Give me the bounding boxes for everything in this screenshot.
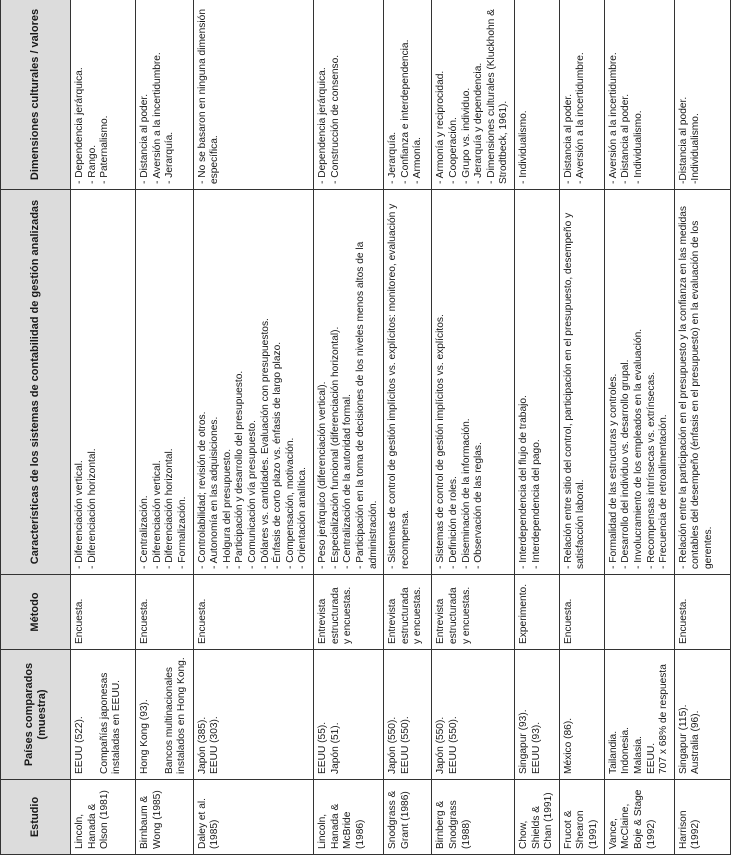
cell-dimensions: [384, 0, 432, 190]
country-list: [518, 655, 543, 774]
country-item: EEUU (55).: [317, 721, 329, 774]
header-characteristics: Características de los sistemas de contabilidad de gestión analizadas: [1, 190, 71, 575]
characteristic-item: - Diferenciación horizontal.: [164, 448, 176, 569]
dimension-item: - Aversión a la incertidumbre.: [575, 52, 587, 184]
characteristic-item: - Relación entre la participación en el presupuesto y la confianza en las medidas contables del desempeño (énfasis en el presupuesto) en la evaluación de los gerentes.: [677, 206, 715, 569]
characteristic-item: - Centralización.: [139, 495, 151, 569]
dimension-list: [678, 5, 703, 184]
country-item: Indonesia.: [620, 726, 632, 774]
country-list: [139, 655, 189, 774]
characteristic-item: - Especialización funcional (diferenciación horizontal).: [329, 326, 341, 569]
method-text: Entrevista estructurada y encuestas.: [435, 586, 472, 644]
cell-countries: [136, 650, 193, 780]
dimension-item: - Distancia al poder.: [139, 93, 151, 184]
method-text: Entrevista estructurada y encuestas.: [387, 586, 424, 644]
country-item: 707 x 68% de respuesta: [658, 664, 670, 774]
characteristic-item: - Holgura del presupuesto.: [221, 448, 233, 569]
country-item: México (86).: [562, 717, 574, 774]
characteristic-list: [435, 195, 485, 569]
cell-characteristics: [71, 190, 136, 575]
table-row: [604, 0, 674, 855]
dimension-list: [197, 5, 222, 184]
country-item: Compañías japonesas instaladas en EEUU.: [98, 672, 123, 774]
dimension-list: [608, 5, 646, 184]
country-item: Bancos multinacionales instalados en Hong Kong.: [163, 657, 188, 774]
characteristic-item: - Diferenciación vertical.: [151, 460, 163, 569]
dimension-list: [317, 5, 342, 184]
study-name: Vance, McClaine, Boje & Stage (1992): [607, 789, 657, 849]
study-name: Birnberg & Snodgrass (1988): [435, 800, 472, 849]
country-item: Tailandia.: [607, 730, 619, 774]
characteristic-list: [387, 195, 412, 569]
dimension-list: [563, 5, 588, 184]
cell-dimensions: [674, 0, 730, 190]
dimension-item: - Confianza e interdependencia.: [399, 39, 411, 184]
characteristic-item: - Peso jerárquico (diferenciación vertical).: [317, 381, 329, 569]
characteristic-item: - Interdependencia del flujo de trabajo.: [518, 395, 530, 569]
cell-dimensions: [559, 0, 604, 190]
dimension-item: - Dependencia jerárquica.: [317, 67, 329, 184]
dimension-item: - Jerarquía.: [164, 131, 176, 184]
country-list: [197, 655, 222, 774]
cell-study: [559, 780, 604, 855]
cell-countries: [559, 650, 604, 780]
method-text: Encuesta.: [139, 598, 151, 644]
table-row: [314, 0, 384, 855]
dimension-list: [387, 5, 425, 184]
cell-characteristics: [559, 190, 604, 575]
method-text: Experimento.: [518, 583, 530, 644]
dimension-list: [518, 5, 531, 184]
country-list: [74, 655, 124, 774]
characteristic-item: - Diferenciación horizontal.: [86, 448, 98, 569]
dimension-item: - Rango.: [86, 144, 98, 184]
study-name: Lincoln, Hanada & McBride (1986): [317, 803, 366, 849]
dimension-item: - Grupo vs. individuo.: [460, 87, 472, 184]
country-item: Malasia.: [632, 736, 644, 774]
dimension-item: - No se basaron en ninguna dimensión específica.: [196, 9, 221, 184]
table-body: [71, 0, 731, 855]
characteristic-item: - Recompensas intrínsecas vs. extrínsecas.: [645, 371, 657, 569]
table-row: [71, 0, 136, 855]
country-item: EEUU (550).: [447, 716, 459, 774]
country-list: [317, 655, 342, 774]
dimension-item: - Aversión a la incertidumbre.: [151, 52, 163, 184]
method-text: Encuesta.: [196, 598, 208, 644]
cell-dimensions: [136, 0, 193, 190]
method-text: Entrevista estructurada y encuestas.: [317, 586, 354, 644]
characteristic-item: - Énfasis de corto plazo vs. énfasis de largo plazo.: [272, 341, 284, 569]
cell-characteristics: [432, 190, 515, 575]
cell-method: [384, 575, 432, 650]
study-name: Snodgrass & Grant (1986): [387, 790, 411, 849]
cell-characteristics: [515, 190, 560, 575]
table-row: [674, 0, 730, 855]
cell-study: [384, 780, 432, 855]
characteristic-list: [74, 195, 99, 569]
cell-dimensions: [432, 0, 515, 190]
characteristic-item: - Dólares vs. cantidades. Evaluación con presupuestos.: [259, 318, 271, 569]
country-item: Japón (550).: [435, 716, 447, 774]
cell-characteristics: [314, 190, 384, 575]
header-row: [1, 0, 71, 855]
cell-method: [136, 575, 193, 650]
characteristic-item: - Centralización de la autoridad formal.: [342, 394, 354, 569]
cell-countries: [384, 650, 432, 780]
dimension-list: [435, 5, 511, 184]
study-name: Frucot & Shearon (1991): [562, 810, 600, 849]
table-row: [193, 0, 314, 855]
dimension-list: [74, 5, 112, 184]
dimension-item: - Individualismo.: [632, 110, 644, 184]
dimension-item: -Individualismo.: [690, 113, 702, 184]
cell-characteristics: [384, 190, 432, 575]
dimension-item: - Aversión a la incertidumbre.: [607, 52, 619, 184]
header-study: Estudio: [1, 780, 71, 855]
characteristic-item: - Involucramiento de los empleados en la evaluación.: [632, 328, 644, 569]
table-row: [136, 0, 193, 855]
study-name: Harrison (1992): [677, 810, 702, 849]
dimension-item: - Individualismo.: [518, 110, 530, 184]
dimension-list: [139, 5, 177, 184]
table-row: [515, 0, 560, 855]
dimension-item: - Armonía.: [412, 137, 424, 184]
characteristic-item: - Sistemas de control de gestión implícitos vs. explícitos.: [435, 314, 447, 569]
study-name: Chow, Shields & Chan (1991): [518, 792, 555, 849]
characteristic-item: - Definición de roles.: [447, 476, 459, 569]
characteristic-list: [518, 195, 543, 569]
characteristic-item: - Formalidad de las estructuras y controles.: [607, 373, 619, 569]
country-list: [608, 655, 671, 774]
table-row: [559, 0, 604, 855]
cell-characteristics: [136, 190, 193, 575]
dimension-item: - Dimensiones culturales (Kluckhohn & Strodtbeck, 1961).: [485, 9, 510, 184]
cell-characteristics: [674, 190, 730, 575]
characteristic-item: - Autonomía en las adquisiciones.: [209, 416, 221, 569]
study-name: Birnbaum & Wong (1985): [139, 790, 163, 849]
country-item: Hong Kong (93).: [139, 699, 151, 774]
characteristic-item: - Relación entre sitio del control, participación en el presupuesto, desempeño y satisfacción laboral.: [562, 212, 587, 569]
cell-method: [193, 575, 314, 650]
characteristic-item: - Comunicación vía presupuesto.: [246, 420, 258, 569]
characteristic-item: - Controlabilidad; revisión de otros.: [196, 411, 208, 569]
characteristic-list: [608, 195, 671, 569]
dimension-item: - Armonía y reciprocidad.: [435, 70, 447, 184]
country-item: EEUU (93).: [530, 721, 542, 774]
cell-study: [515, 780, 560, 855]
dimension-item: - Jerarquía.: [387, 131, 399, 184]
country-item: EEUU.: [645, 742, 657, 774]
cell-dimensions: [193, 0, 314, 190]
characteristic-item: - Interdependencia del pago.: [530, 439, 542, 569]
country-item: Australia (96).: [690, 710, 702, 774]
characteristic-item: - Diferenciación vertical.: [74, 460, 85, 569]
characteristic-list: [563, 195, 588, 569]
cell-countries: [604, 650, 674, 780]
dimension-item: - Paternalismo.: [99, 115, 111, 184]
country-list: [563, 655, 576, 774]
characteristic-item: - Desarrollo del individuo vs. desarrollo grupal.: [620, 359, 632, 569]
cell-dimensions: [71, 0, 136, 190]
method-text: Encuesta.: [562, 598, 574, 644]
header-method: Método: [1, 575, 71, 650]
cell-method: [604, 575, 674, 650]
dimension-item: - Distancia al poder.: [562, 93, 574, 184]
cell-countries: [193, 650, 314, 780]
country-item: EEUU (522).: [74, 716, 85, 774]
characteristic-item: - Participación en la toma de decisiones de los niveles menos altos de la administración.: [354, 241, 379, 569]
characteristic-list: [317, 195, 380, 569]
cell-countries: [674, 650, 730, 780]
cell-countries: [71, 650, 136, 780]
characteristic-list: [139, 195, 189, 569]
method-text: Encuesta.: [74, 598, 85, 644]
cell-dimensions: [515, 0, 560, 190]
cell-characteristics: [604, 190, 674, 575]
characteristic-item: - Frecuencia de retroalimentación.: [658, 414, 670, 569]
dimension-item: - Dependencia jerárquica.: [74, 67, 85, 184]
cell-study: [674, 780, 730, 855]
dimension-item: - Construcción de consenso.: [329, 54, 341, 184]
country-list: [387, 655, 412, 774]
characteristic-item: - Compensación, motivación.: [284, 437, 296, 569]
country-item: Japón (51).: [329, 722, 341, 774]
cell-method: [515, 575, 560, 650]
cell-countries: [515, 650, 560, 780]
dimension-item: - Jerarquía y dependencia.: [473, 62, 485, 184]
cell-method: [314, 575, 384, 650]
cell-study: [136, 780, 193, 855]
table-row: [432, 0, 515, 855]
header-dimensions: Dimensiones culturales / valores: [1, 0, 71, 190]
characteristic-item: - Sistemas de control de gestión implícitos vs. explícitos: monitoreo, evaluación y recompensa.: [387, 203, 411, 569]
cell-study: [193, 780, 314, 855]
cell-countries: [432, 650, 515, 780]
country-item: [152, 655, 164, 774]
country-item: Japón (550).: [387, 716, 399, 774]
country-item: EEUU (550).: [399, 716, 411, 774]
country-item: Singapur (115).: [677, 704, 689, 774]
cell-method: [71, 575, 136, 650]
study-name: Lincoln, Hanada & Olson (1981): [74, 790, 111, 849]
cell-study: [432, 780, 515, 855]
characteristic-item: - Orientación analítica.: [297, 467, 309, 569]
cell-method: [674, 575, 730, 650]
country-item: EEUU (303).: [209, 716, 221, 774]
cell-method: [559, 575, 604, 650]
table-row: [384, 0, 432, 855]
characteristic-item: - Formalización.: [176, 496, 188, 569]
cell-characteristics: [193, 190, 314, 575]
country-item: [87, 655, 99, 774]
cell-countries: [314, 650, 384, 780]
characteristic-list: [197, 195, 310, 569]
cell-study: [71, 780, 136, 855]
cell-dimensions: [314, 0, 384, 190]
characteristic-item: - Participación y desarrollo del presupuesto.: [234, 370, 246, 569]
cell-study: [604, 780, 674, 855]
country-item: Japón (385).: [196, 716, 208, 774]
dimension-item: -Distancia al poder.: [677, 96, 689, 184]
cell-dimensions: [604, 0, 674, 190]
dimension-item: - Cooperación.: [447, 117, 459, 184]
method-text: Encuesta.: [677, 598, 689, 644]
cell-method: [432, 575, 515, 650]
characteristic-list: [678, 195, 716, 569]
characteristic-item: - Observación de las reglas.: [473, 442, 485, 569]
country-list: [435, 655, 460, 774]
characteristic-item: - Diseminación de la información.: [460, 418, 472, 569]
country-item: Singapur (93).: [518, 709, 530, 774]
dimension-item: - Distancia al poder.: [620, 93, 632, 184]
header-countries: Países comparados (muestra): [1, 650, 71, 780]
country-list: [678, 655, 703, 774]
cell-study: [314, 780, 384, 855]
study-name: Daley et al. (1985): [196, 798, 221, 849]
